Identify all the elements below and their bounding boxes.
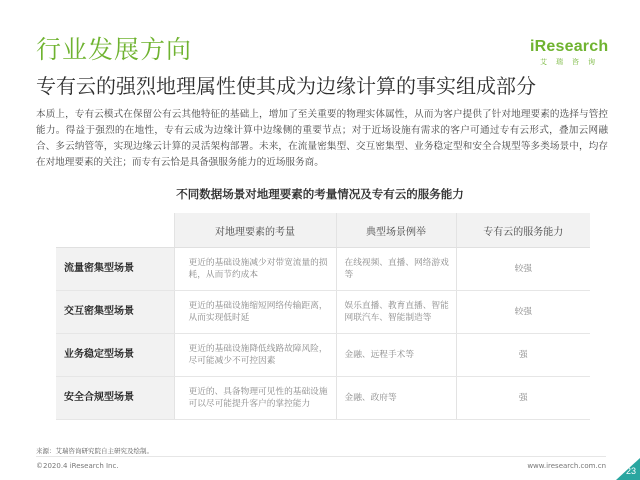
row-scenario: 交互密集型场景 xyxy=(56,291,174,334)
row-examples: 在线视频、直播、网络游戏等 xyxy=(336,248,456,291)
row-ability: 强 xyxy=(456,377,590,420)
row-examples: 金融、远程手术等 xyxy=(336,334,456,377)
row-consideration: 更近的基础设施减少对带宽流量的损耗，从而节约成本 xyxy=(174,248,336,291)
table-header-row xyxy=(56,213,590,248)
row-consideration: 更近的基础设施降低线路故障风险，尽可能减少不可控因素 xyxy=(174,334,336,377)
footer xyxy=(36,462,606,474)
row-consideration: 更近的基础设施缩短网络传输距离，从而实现低时延 xyxy=(174,291,336,334)
scenario-table xyxy=(56,213,590,420)
table-row xyxy=(56,377,590,420)
row-examples: 金融、政府等 xyxy=(336,377,456,420)
row-examples: 娱乐直播、教育直播、智能网联汽车、智能制造等 xyxy=(336,291,456,334)
page-subtitle: 专有云的强烈地理属性使其成为边缘计算的事实组成部分 xyxy=(36,74,536,98)
table-row xyxy=(56,334,590,377)
row-ability: 强 xyxy=(456,334,590,377)
page-number: 23 xyxy=(625,466,636,476)
row-scenario: 业务稳定型场景 xyxy=(56,334,174,377)
intro-paragraph: 本质上，专有云模式在保留公有云其他特征的基础上，增加了至关重要的物理实体属性，从而为客户提供了针对地理要素的选择与管控能力。得益于强烈的在地性，专有云成为边缘计算中边缘侧的重要节点；对于近场设施有需求的客户可通过专有云形式，叠加云网融合、多云纳管等，实现边缘云计算的灵活架构部署。未来，在流量密集型、交互密集型、业务稳定型和安全合规型等多类场景中，均存在对地理要素的关注；而专有云恰是具备强服务能力的近场服务商。 xyxy=(36,109,608,168)
row-scenario: 流量密集型场景 xyxy=(56,248,174,291)
table-row xyxy=(56,248,590,291)
footer-divider xyxy=(36,456,606,457)
row-consideration: 更近的、具备物理可见性的基础设施可以尽可能提升客户的掌控能力 xyxy=(174,377,336,420)
table-header-ability: 专有云的服务能力 xyxy=(456,213,590,248)
table-row xyxy=(56,291,590,334)
table-header-empty xyxy=(56,213,174,248)
iresearch-logo xyxy=(530,38,610,67)
footer-url[interactable]: www.iresearch.com.cn xyxy=(527,462,606,470)
logo-wordmark: iResearch xyxy=(530,38,609,55)
table-header-consideration: 对地理要素的考量 xyxy=(174,213,336,248)
table-header-examples: 典型场景例举 xyxy=(336,213,456,248)
footer-copyright: ©2020.4 iResearch Inc. xyxy=(36,462,119,470)
row-scenario: 安全合规型场景 xyxy=(56,377,174,420)
logo-tagline: 艾瑞咨询 xyxy=(540,58,604,66)
source-note: 来源：艾瑞咨询研究院自主研究及绘制。 xyxy=(36,447,153,455)
page-title: 行业发展方向 xyxy=(36,35,193,64)
row-ability: 较强 xyxy=(456,248,590,291)
table-title: 不同数据场景对地理要素的考量情况及专有云的服务能力 xyxy=(176,187,464,201)
row-ability: 较强 xyxy=(456,291,590,334)
